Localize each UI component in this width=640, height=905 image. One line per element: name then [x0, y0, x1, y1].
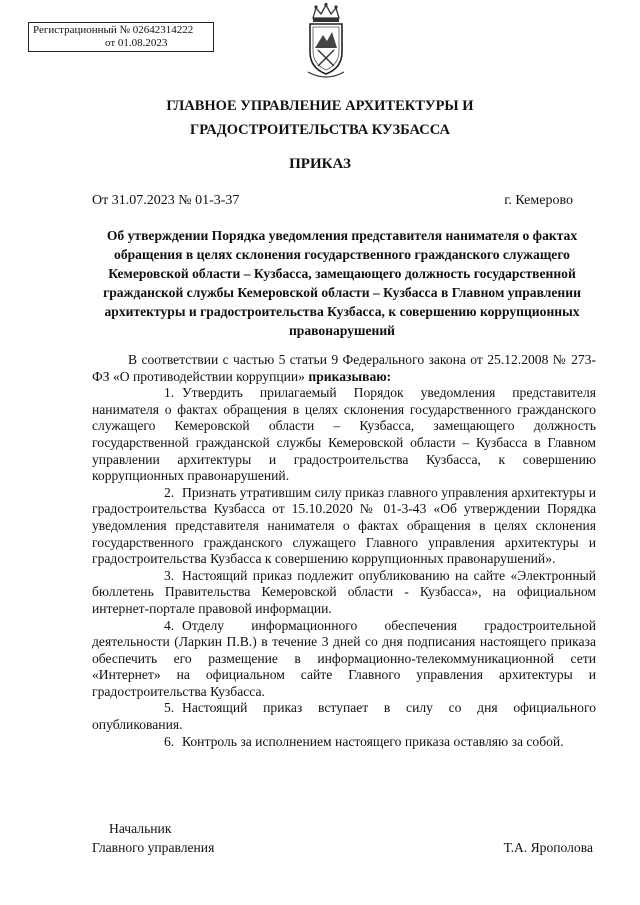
- document-subject: Об утверждении Порядка уведомления представителя нанимателя о фактах обращения в целях склонения государственного гражданского служащего Кемеровской области – Кузбасса, замещающего должность государственной гражданской службы Кемеровской области – Кузбасса в Главном управлении архитектуры и градостроительства Кузбасса, к совершению коррупционных правонарушений: [103, 228, 581, 338]
- organization-name-line1: ГЛАВНОЕ УПРАВЛЕНИЕ АРХИТЕКТУРЫ И: [166, 98, 474, 114]
- list-item: [92, 385, 596, 485]
- document-type: ПРИКАЗ: [289, 156, 351, 172]
- item-text: Утвердить прилагаемый Порядок уведомления представителя нанимателя о фактах обращения в целях склонения государственного гражданского служащего Кемеровской области – Кузбасса, замещающего должность государственной гражданской службы Кемеровской области – Кузбасса в Главном управлении архитектуры и градостроительства Кузбасса, к совершению коррупционных правонарушений.: [92, 385, 596, 484]
- coat-of-arms-icon: [304, 2, 348, 80]
- list-item: [92, 618, 596, 701]
- document-city: г. Кемерово: [504, 193, 573, 208]
- item-number: 3.: [164, 567, 175, 583]
- item-number: 1.: [164, 385, 175, 401]
- list-item: [92, 734, 596, 751]
- signatory-position-line1: Начальник: [109, 821, 172, 836]
- preamble: [92, 352, 596, 385]
- item-number: 2.: [164, 484, 175, 500]
- organization-name-line2: ГРАДОСТРОИТЕЛЬСТВА КУЗБАССА: [190, 122, 450, 138]
- registration-date: от 01.08.2023: [105, 37, 168, 49]
- preamble-text: В соответствии с частью 5 статьи 9 Федерального закона от 25.12.2008 № 273-ФЗ «О противодействии коррупции»: [92, 352, 596, 384]
- item-number: 6.: [164, 733, 175, 749]
- item-text: Контроль за исполнением настоящего приказа оставляю за собой.: [182, 733, 564, 749]
- preamble-emphasis: приказываю:: [308, 368, 392, 384]
- signatory-position-line2: Главного управления: [92, 840, 215, 855]
- list-item: [92, 700, 596, 733]
- item-number: 4.: [164, 617, 175, 633]
- document-body: [92, 352, 596, 750]
- list-item: [92, 568, 596, 618]
- item-text: Настоящий приказ вступает в силу со дня официального опубликования.: [92, 700, 596, 733]
- signatory-position: [92, 819, 214, 857]
- item-text: Настоящий приказ подлежит опубликованию на сайте «Электронный бюллетень Правительства Кемеровской области - Кузбасса», на официальном интернет-портале правовой информации.: [92, 567, 596, 616]
- list-item: [92, 485, 596, 568]
- signatory-name: Т.А. Ярополова: [503, 840, 593, 855]
- registration-number: Регистрационный № 02642314222: [33, 24, 194, 36]
- document-date-number: От 31.07.2023 № 01-3-37: [92, 193, 240, 208]
- item-number: 5.: [164, 700, 175, 716]
- registration-stamp: [28, 22, 214, 52]
- item-text: Признать утратившим силу приказ главного управления архитектуры и градостроительства Кузбасса от 15.10.2020 № 01-3-43 «Об утверждении Порядка уведомления представителя нанимателя о фактах обращения в целях склонения государственного гражданского служащего Главного управления архитектуры и градостроительства Кузбасса к совершению коррупционных правонарушений».: [92, 484, 596, 567]
- item-text: Отделу информационного обеспечения градостроительной деятельности (Ларкин П.В.) в течение 3 дней со дня подписания настоящего приказа обеспечить его размещение в информационно-телекоммуникационной сети «Интернет» на официальном сайте Главного управления архитектуры и градостроительства Кузбасса.: [92, 617, 596, 699]
